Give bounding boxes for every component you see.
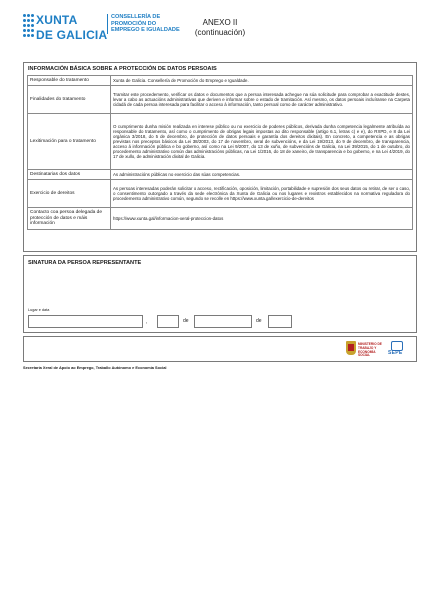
table-row	[28, 76, 413, 86]
spain-ministry-logo	[346, 341, 384, 357]
ministry-text: MINISTERIO DE TRABAJO Y ECONOMÍA SOCIAL	[358, 342, 382, 358]
xunta-emblem-icon	[23, 14, 34, 44]
table-row	[28, 170, 413, 180]
row-value: O cumprimento dunha misión realizada en interese público ou no exercicio de poderes públicos, derivada dunha competencia legalmente atribuída ao responsable do tratamento, así como o cumprimento de obrigas legais impostas ao dito responsable (artigo 6.1, letras c) e e), do RXPD, e 8 da Lei orgánica 3/2018, do 5 de decembro, de protección de datos persoais e garantía dos dereitos dixitais). En concreto, a competencia e as obrigas previstas nos preceptos básicos da Lei 38/2003, do 17 de novembro, xeral de subvencións, e da Lei 19/2013, do 9 de decembro, de transparencia, acceso á información pública e bo goberno, así como na Lei 9/2007, do 13 de xuño, de subvencións de Galicia, na Lei 39/2015, do 1 de outubro, do procedemento administrativo común das administracións públicas, na Lei 1/2016, do 18 de xaneiro, de transparencia e bo goberno, e na Lei 4/2019, do 17 de xullo, de administración dixital de Galicia.	[111, 114, 413, 170]
row-label: Lexitimación para o tratamento	[28, 114, 111, 170]
row-value: As administracións públicas no exercicio das súas competencias.	[111, 170, 413, 180]
table-row	[28, 180, 413, 208]
day-field[interactable]	[157, 315, 179, 328]
row-value: Xunta de Galicia. Consellería de Promoción do Emprego e Igualdade.	[111, 76, 413, 86]
annex-label: ANEXO II	[202, 18, 238, 27]
table-row	[28, 208, 413, 230]
year-field[interactable]	[268, 315, 292, 328]
row-value: As persoas interesadas poderán solicitar o acceso, rectificación, oposición, limitación, portabilidade e supresión dos seus datos ou retirar, de ser o caso, o consentimento outorgado a través da sede electrónica da Xunta de Galicia ou nos lugares e rexistros establecidos na normativa reguladora do procedemento administrativo común, segundo se recolle en https://www.xunta.gal/exercicio-de-dereitos	[111, 180, 413, 208]
row-value: Tramitar este procedemento, verificar os datos e documentos que a persoa interesada achegue na súa solicitude para comprobar a exactitude destes, levar a cabo as actuacións administrativas que deriven e informar sobre o estado de tramitación. Así mesmo, os datos persoais incluíranse na Carpeta cidadá de cada persoa interesada para facilitar o acceso á información, tanto persoal como de carácter administrativo.	[111, 86, 413, 114]
dept-line-1: CONSELLERÍA DE	[111, 14, 161, 20]
signature-title: SINATURA DA PERSOA REPRESENTANTE	[28, 260, 142, 266]
data-protection-table	[27, 75, 413, 230]
row-label: Destinatarias dos datos	[28, 170, 111, 180]
spain-coat-of-arms-icon	[346, 341, 356, 355]
logo-text-xunta: XUNTA	[36, 13, 78, 27]
row-label: Exercicio de dereitos	[28, 180, 111, 208]
table-row	[28, 114, 413, 170]
comma-separator: ,	[146, 319, 148, 325]
funding-logos-box	[23, 336, 417, 362]
xunta-logo	[23, 13, 108, 47]
annex-continuation: (continuación)	[194, 27, 246, 37]
de-separator-1: de	[183, 318, 189, 324]
month-field[interactable]	[194, 315, 252, 328]
dept-line-2: PROMOCIÓN DO	[111, 20, 157, 27]
table-row	[28, 86, 413, 114]
data-protection-section	[23, 62, 417, 252]
de-separator-2: de	[256, 318, 262, 324]
section-heading: INFORMACIÓN BÁSICA SOBRE A PROTECCIÓN DE DATOS PERSOAIS	[28, 66, 217, 72]
sepe-logo	[387, 341, 409, 357]
annex-title	[185, 18, 255, 37]
place-field[interactable]	[28, 315, 143, 328]
dept-line-3: EMPREGO E IGUALDADE	[111, 27, 180, 34]
footer-text: Secretaría Xeral de Apoio ao Emprego, Traballo Autónomo e Economía Social	[23, 365, 167, 370]
logo-text-galicia: DE GALICIA	[36, 28, 108, 42]
signature-section	[23, 255, 417, 333]
row-value: https://www.xunta.gal/informacion-xeral-proteccion-datos	[111, 208, 413, 230]
row-label: Finalidades do tratamento	[28, 86, 111, 114]
row-label: Contacto coa persoa delegada de protección de datos e máis información	[28, 208, 111, 230]
sepe-text: SEPE	[388, 350, 403, 356]
row-label: Responsable do tratamento	[28, 76, 111, 86]
place-date-label: Lugar e data	[28, 308, 50, 312]
